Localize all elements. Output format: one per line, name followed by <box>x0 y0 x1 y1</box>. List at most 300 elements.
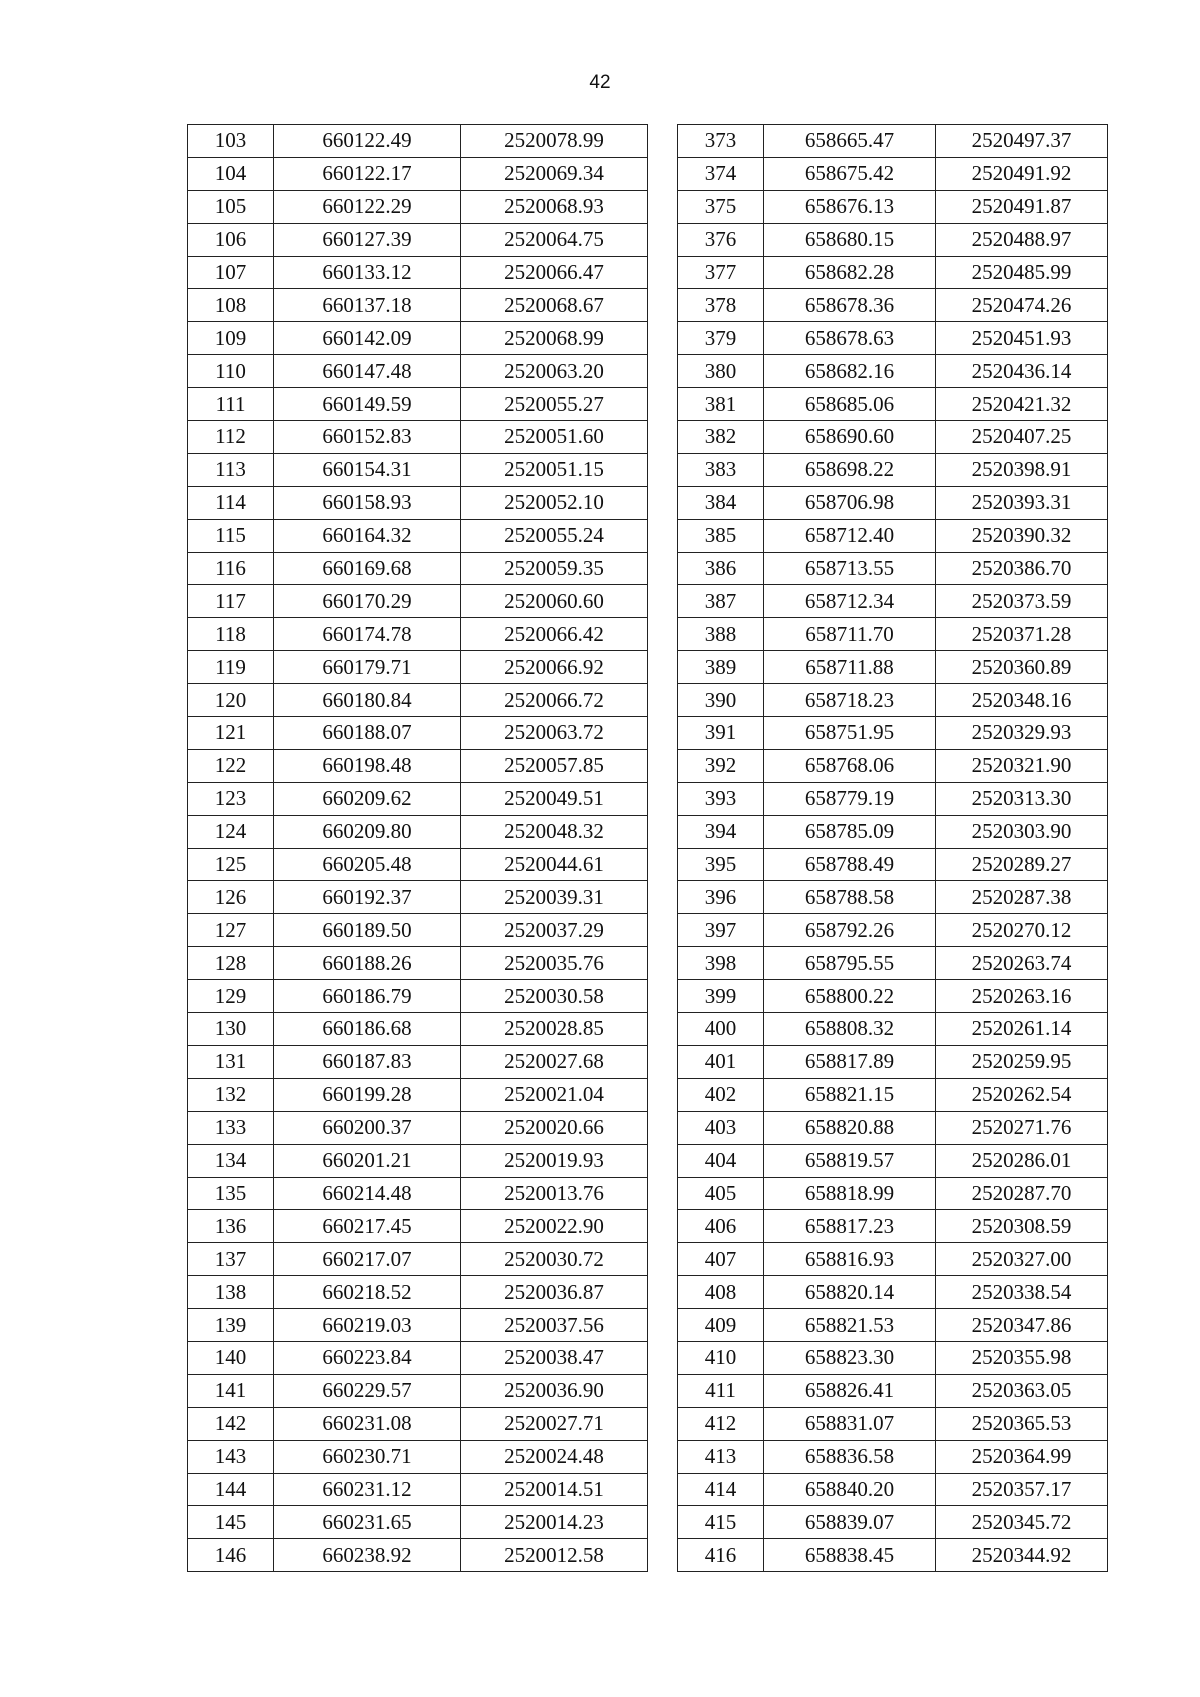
y-coordinate-cell: 2520021.04 <box>461 1078 648 1111</box>
table-row <box>188 914 648 947</box>
table-row <box>678 1243 1108 1276</box>
table-row <box>188 388 648 421</box>
point-number-cell: 116 <box>188 552 274 585</box>
y-coordinate-cell: 2520355.98 <box>936 1341 1108 1374</box>
table-row <box>678 1045 1108 1078</box>
y-coordinate-cell: 2520357.17 <box>936 1473 1108 1506</box>
x-coordinate-cell: 658817.23 <box>764 1210 936 1243</box>
x-coordinate-cell: 660188.07 <box>274 717 461 750</box>
y-coordinate-cell: 2520063.72 <box>461 717 648 750</box>
x-coordinate-cell: 660142.09 <box>274 322 461 355</box>
y-coordinate-cell: 2520345.72 <box>936 1506 1108 1539</box>
table-row <box>188 1341 648 1374</box>
point-number-cell: 111 <box>188 388 274 421</box>
x-coordinate-cell: 658820.14 <box>764 1276 936 1309</box>
y-coordinate-cell: 2520030.72 <box>461 1243 648 1276</box>
table-row <box>678 585 1108 618</box>
table-row <box>188 1210 648 1243</box>
x-coordinate-cell: 658826.41 <box>764 1374 936 1407</box>
point-number-cell: 390 <box>678 684 764 717</box>
point-number-cell: 105 <box>188 190 274 223</box>
y-coordinate-cell: 2520060.60 <box>461 585 648 618</box>
x-coordinate-cell: 660200.37 <box>274 1111 461 1144</box>
point-number-cell: 138 <box>188 1276 274 1309</box>
y-coordinate-cell: 2520398.91 <box>936 453 1108 486</box>
point-number-cell: 391 <box>678 717 764 750</box>
table-row <box>188 1539 648 1572</box>
y-coordinate-cell: 2520371.28 <box>936 618 1108 651</box>
table-row <box>188 256 648 289</box>
point-number-cell: 137 <box>188 1243 274 1276</box>
point-number-cell: 403 <box>678 1111 764 1144</box>
y-coordinate-cell: 2520078.99 <box>461 125 648 158</box>
table-row <box>678 651 1108 684</box>
x-coordinate-cell: 660231.65 <box>274 1506 461 1539</box>
x-coordinate-cell: 658690.60 <box>764 421 936 454</box>
point-number-cell: 123 <box>188 782 274 815</box>
x-coordinate-cell: 658795.55 <box>764 947 936 980</box>
table-row <box>188 223 648 256</box>
point-number-cell: 127 <box>188 914 274 947</box>
x-coordinate-cell: 658800.22 <box>764 980 936 1013</box>
point-number-cell: 135 <box>188 1177 274 1210</box>
table-row <box>678 1473 1108 1506</box>
x-coordinate-cell: 660198.48 <box>274 749 461 782</box>
table-row <box>188 486 648 519</box>
y-coordinate-cell: 2520049.51 <box>461 782 648 815</box>
point-number-cell: 386 <box>678 552 764 585</box>
point-number-cell: 404 <box>678 1144 764 1177</box>
y-coordinate-cell: 2520051.15 <box>461 453 648 486</box>
point-number-cell: 379 <box>678 322 764 355</box>
point-number-cell: 106 <box>188 223 274 256</box>
x-coordinate-cell: 660147.48 <box>274 355 461 388</box>
table-row <box>188 1013 648 1046</box>
y-coordinate-cell: 2520407.25 <box>936 421 1108 454</box>
x-coordinate-cell: 658817.89 <box>764 1045 936 1078</box>
x-coordinate-cell: 658665.47 <box>764 125 936 158</box>
point-number-cell: 381 <box>678 388 764 421</box>
y-coordinate-cell: 2520347.86 <box>936 1309 1108 1342</box>
x-coordinate-cell: 658711.70 <box>764 618 936 651</box>
y-coordinate-cell: 2520039.31 <box>461 881 648 914</box>
x-coordinate-cell: 658718.23 <box>764 684 936 717</box>
y-coordinate-cell: 2520287.38 <box>936 881 1108 914</box>
y-coordinate-cell: 2520474.26 <box>936 289 1108 322</box>
x-coordinate-cell: 660137.18 <box>274 289 461 322</box>
x-coordinate-cell: 660229.57 <box>274 1374 461 1407</box>
y-coordinate-cell: 2520068.67 <box>461 289 648 322</box>
point-number-cell: 397 <box>678 914 764 947</box>
y-coordinate-cell: 2520488.97 <box>936 223 1108 256</box>
point-number-cell: 146 <box>188 1539 274 1572</box>
table-row <box>188 1473 648 1506</box>
x-coordinate-cell: 658838.45 <box>764 1539 936 1572</box>
table-row <box>678 1341 1108 1374</box>
point-number-cell: 130 <box>188 1013 274 1046</box>
point-number-cell: 124 <box>188 815 274 848</box>
point-number-cell: 143 <box>188 1440 274 1473</box>
y-coordinate-cell: 2520286.01 <box>936 1144 1108 1177</box>
point-number-cell: 133 <box>188 1111 274 1144</box>
x-coordinate-cell: 660127.39 <box>274 223 461 256</box>
point-number-cell: 395 <box>678 848 764 881</box>
table-row <box>188 1309 648 1342</box>
y-coordinate-cell: 2520373.59 <box>936 585 1108 618</box>
y-coordinate-cell: 2520329.93 <box>936 717 1108 750</box>
y-coordinate-cell: 2520497.37 <box>936 125 1108 158</box>
x-coordinate-cell: 658678.36 <box>764 289 936 322</box>
x-coordinate-cell: 658698.22 <box>764 453 936 486</box>
point-number-cell: 398 <box>678 947 764 980</box>
table-row <box>678 157 1108 190</box>
x-coordinate-cell: 660192.37 <box>274 881 461 914</box>
point-number-cell: 140 <box>188 1341 274 1374</box>
y-coordinate-cell: 2520313.30 <box>936 782 1108 815</box>
x-coordinate-cell: 660186.79 <box>274 980 461 1013</box>
y-coordinate-cell: 2520270.12 <box>936 914 1108 947</box>
table-row <box>678 980 1108 1013</box>
x-coordinate-cell: 660149.59 <box>274 388 461 421</box>
x-coordinate-cell: 658676.13 <box>764 190 936 223</box>
table-row <box>678 749 1108 782</box>
y-coordinate-cell: 2520491.87 <box>936 190 1108 223</box>
point-number-cell: 375 <box>678 190 764 223</box>
table-row <box>188 552 648 585</box>
point-number-cell: 389 <box>678 651 764 684</box>
table-row <box>678 1276 1108 1309</box>
y-coordinate-cell: 2520066.92 <box>461 651 648 684</box>
point-number-cell: 144 <box>188 1473 274 1506</box>
table-row <box>678 552 1108 585</box>
x-coordinate-cell: 658839.07 <box>764 1506 936 1539</box>
x-coordinate-cell: 660122.29 <box>274 190 461 223</box>
x-coordinate-cell: 660174.78 <box>274 618 461 651</box>
point-number-cell: 126 <box>188 881 274 914</box>
point-number-cell: 145 <box>188 1506 274 1539</box>
y-coordinate-cell: 2520364.99 <box>936 1440 1108 1473</box>
x-coordinate-cell: 660189.50 <box>274 914 461 947</box>
point-number-cell: 109 <box>188 322 274 355</box>
x-coordinate-cell: 658712.40 <box>764 519 936 552</box>
table-row <box>188 1243 648 1276</box>
point-number-cell: 415 <box>678 1506 764 1539</box>
table-row <box>678 486 1108 519</box>
y-coordinate-cell: 2520451.93 <box>936 322 1108 355</box>
point-number-cell: 399 <box>678 980 764 1013</box>
y-coordinate-cell: 2520287.70 <box>936 1177 1108 1210</box>
y-coordinate-cell: 2520393.31 <box>936 486 1108 519</box>
y-coordinate-cell: 2520020.66 <box>461 1111 648 1144</box>
y-coordinate-cell: 2520051.60 <box>461 421 648 454</box>
table-row <box>188 749 648 782</box>
x-coordinate-cell: 658713.55 <box>764 552 936 585</box>
table-row <box>188 651 648 684</box>
table-row <box>678 947 1108 980</box>
table-row <box>188 1276 648 1309</box>
y-coordinate-cell: 2520386.70 <box>936 552 1108 585</box>
point-number-cell: 128 <box>188 947 274 980</box>
table-row <box>678 1309 1108 1342</box>
y-coordinate-cell: 2520259.95 <box>936 1045 1108 1078</box>
y-coordinate-cell: 2520063.20 <box>461 355 648 388</box>
point-number-cell: 380 <box>678 355 764 388</box>
y-coordinate-cell: 2520066.47 <box>461 256 648 289</box>
table-row <box>678 782 1108 815</box>
table-row <box>678 125 1108 158</box>
table-row <box>678 256 1108 289</box>
point-number-cell: 115 <box>188 519 274 552</box>
y-coordinate-cell: 2520068.99 <box>461 322 648 355</box>
point-number-cell: 406 <box>678 1210 764 1243</box>
y-coordinate-cell: 2520363.05 <box>936 1374 1108 1407</box>
y-coordinate-cell: 2520421.32 <box>936 388 1108 421</box>
table-row <box>188 1440 648 1473</box>
y-coordinate-cell: 2520014.51 <box>461 1473 648 1506</box>
point-number-cell: 393 <box>678 782 764 815</box>
table-row <box>678 1177 1108 1210</box>
table-row <box>188 1177 648 1210</box>
y-coordinate-cell: 2520262.54 <box>936 1078 1108 1111</box>
x-coordinate-cell: 658788.49 <box>764 848 936 881</box>
point-number-cell: 413 <box>678 1440 764 1473</box>
x-coordinate-cell: 658831.07 <box>764 1407 936 1440</box>
x-coordinate-cell: 660205.48 <box>274 848 461 881</box>
point-number-cell: 412 <box>678 1407 764 1440</box>
table-row <box>188 881 648 914</box>
table-row <box>188 947 648 980</box>
y-coordinate-cell: 2520035.76 <box>461 947 648 980</box>
table-row <box>188 157 648 190</box>
x-coordinate-cell: 660158.93 <box>274 486 461 519</box>
y-coordinate-cell: 2520064.75 <box>461 223 648 256</box>
point-number-cell: 400 <box>678 1013 764 1046</box>
y-coordinate-cell: 2520485.99 <box>936 256 1108 289</box>
table-row <box>188 1407 648 1440</box>
point-number-cell: 384 <box>678 486 764 519</box>
y-coordinate-cell: 2520059.35 <box>461 552 648 585</box>
y-coordinate-cell: 2520028.85 <box>461 1013 648 1046</box>
point-number-cell: 383 <box>678 453 764 486</box>
y-coordinate-cell: 2520036.90 <box>461 1374 648 1407</box>
x-coordinate-cell: 658711.88 <box>764 651 936 684</box>
y-coordinate-cell: 2520261.14 <box>936 1013 1108 1046</box>
point-number-cell: 103 <box>188 125 274 158</box>
point-number-cell: 408 <box>678 1276 764 1309</box>
x-coordinate-cell: 658823.30 <box>764 1341 936 1374</box>
table-row <box>188 618 648 651</box>
x-coordinate-cell: 658678.63 <box>764 322 936 355</box>
point-number-cell: 114 <box>188 486 274 519</box>
point-number-cell: 134 <box>188 1144 274 1177</box>
point-number-cell: 407 <box>678 1243 764 1276</box>
x-coordinate-cell: 658792.26 <box>764 914 936 947</box>
y-coordinate-cell: 2520055.27 <box>461 388 648 421</box>
y-coordinate-cell: 2520068.93 <box>461 190 648 223</box>
y-coordinate-cell: 2520030.58 <box>461 980 648 1013</box>
x-coordinate-cell: 660187.83 <box>274 1045 461 1078</box>
point-number-cell: 139 <box>188 1309 274 1342</box>
table-row <box>678 1144 1108 1177</box>
x-coordinate-cell: 658779.19 <box>764 782 936 815</box>
table-row <box>678 453 1108 486</box>
point-number-cell: 405 <box>678 1177 764 1210</box>
x-coordinate-cell: 660238.92 <box>274 1539 461 1572</box>
point-number-cell: 108 <box>188 289 274 322</box>
point-number-cell: 416 <box>678 1539 764 1572</box>
point-number-cell: 401 <box>678 1045 764 1078</box>
y-coordinate-cell: 2520027.71 <box>461 1407 648 1440</box>
table-row <box>188 1078 648 1111</box>
point-number-cell: 373 <box>678 125 764 158</box>
point-number-cell: 141 <box>188 1374 274 1407</box>
x-coordinate-cell: 658768.06 <box>764 749 936 782</box>
x-coordinate-cell: 660164.32 <box>274 519 461 552</box>
x-coordinate-cell: 660217.45 <box>274 1210 461 1243</box>
x-coordinate-cell: 658836.58 <box>764 1440 936 1473</box>
point-number-cell: 129 <box>188 980 274 1013</box>
table-row <box>188 322 648 355</box>
point-number-cell: 119 <box>188 651 274 684</box>
x-coordinate-cell: 660218.52 <box>274 1276 461 1309</box>
x-coordinate-cell: 658785.09 <box>764 815 936 848</box>
table-row <box>678 914 1108 947</box>
point-number-cell: 378 <box>678 289 764 322</box>
y-coordinate-cell: 2520019.93 <box>461 1144 648 1177</box>
x-coordinate-cell: 658788.58 <box>764 881 936 914</box>
y-coordinate-cell: 2520022.90 <box>461 1210 648 1243</box>
table-row <box>188 190 648 223</box>
y-coordinate-cell: 2520044.61 <box>461 848 648 881</box>
point-number-cell: 410 <box>678 1341 764 1374</box>
y-coordinate-cell: 2520012.58 <box>461 1539 648 1572</box>
table-row <box>188 1045 648 1078</box>
point-number-cell: 110 <box>188 355 274 388</box>
point-number-cell: 112 <box>188 421 274 454</box>
table-row <box>188 1374 648 1407</box>
y-coordinate-cell: 2520390.32 <box>936 519 1108 552</box>
x-coordinate-cell: 660169.68 <box>274 552 461 585</box>
page-number: 42 <box>589 72 611 93</box>
y-coordinate-cell: 2520348.16 <box>936 684 1108 717</box>
x-coordinate-cell: 658712.34 <box>764 585 936 618</box>
y-coordinate-cell: 2520057.85 <box>461 749 648 782</box>
x-coordinate-cell: 660170.29 <box>274 585 461 618</box>
x-coordinate-cell: 660230.71 <box>274 1440 461 1473</box>
y-coordinate-cell: 2520055.24 <box>461 519 648 552</box>
point-number-cell: 396 <box>678 881 764 914</box>
x-coordinate-cell: 660217.07 <box>274 1243 461 1276</box>
y-coordinate-cell: 2520491.92 <box>936 157 1108 190</box>
x-coordinate-cell: 660199.28 <box>274 1078 461 1111</box>
table-row <box>678 1440 1108 1473</box>
point-number-cell: 402 <box>678 1078 764 1111</box>
y-coordinate-cell: 2520289.27 <box>936 848 1108 881</box>
table-row <box>678 519 1108 552</box>
table-row <box>188 519 648 552</box>
x-coordinate-cell: 660201.21 <box>274 1144 461 1177</box>
table-row <box>678 289 1108 322</box>
y-coordinate-cell: 2520263.74 <box>936 947 1108 980</box>
table-row <box>188 848 648 881</box>
x-coordinate-cell: 660188.26 <box>274 947 461 980</box>
table-row <box>678 684 1108 717</box>
x-coordinate-cell: 658818.99 <box>764 1177 936 1210</box>
y-coordinate-cell: 2520013.76 <box>461 1177 648 1210</box>
x-coordinate-cell: 660186.68 <box>274 1013 461 1046</box>
point-number-cell: 136 <box>188 1210 274 1243</box>
y-coordinate-cell: 2520069.34 <box>461 157 648 190</box>
x-coordinate-cell: 658675.42 <box>764 157 936 190</box>
coordinate-table-left <box>187 124 648 1572</box>
table-row <box>678 355 1108 388</box>
table-row <box>678 815 1108 848</box>
x-coordinate-cell: 658819.57 <box>764 1144 936 1177</box>
x-coordinate-cell: 660122.17 <box>274 157 461 190</box>
x-coordinate-cell: 660133.12 <box>274 256 461 289</box>
x-coordinate-cell: 660179.71 <box>274 651 461 684</box>
point-number-cell: 414 <box>678 1473 764 1506</box>
table-row <box>188 1111 648 1144</box>
y-coordinate-cell: 2520036.87 <box>461 1276 648 1309</box>
y-coordinate-cell: 2520303.90 <box>936 815 1108 848</box>
x-coordinate-cell: 658820.88 <box>764 1111 936 1144</box>
point-number-cell: 120 <box>188 684 274 717</box>
point-number-cell: 392 <box>678 749 764 782</box>
table-row <box>678 1210 1108 1243</box>
point-number-cell: 142 <box>188 1407 274 1440</box>
y-coordinate-cell: 2520308.59 <box>936 1210 1108 1243</box>
y-coordinate-cell: 2520027.68 <box>461 1045 648 1078</box>
y-coordinate-cell: 2520365.53 <box>936 1407 1108 1440</box>
point-number-cell: 377 <box>678 256 764 289</box>
y-coordinate-cell: 2520327.00 <box>936 1243 1108 1276</box>
x-coordinate-cell: 660154.31 <box>274 453 461 486</box>
point-number-cell: 387 <box>678 585 764 618</box>
point-number-cell: 376 <box>678 223 764 256</box>
point-number-cell: 394 <box>678 815 764 848</box>
table-row <box>188 289 648 322</box>
point-number-cell: 409 <box>678 1309 764 1342</box>
table-row <box>188 355 648 388</box>
y-coordinate-cell: 2520038.47 <box>461 1341 648 1374</box>
x-coordinate-cell: 658816.93 <box>764 1243 936 1276</box>
point-number-cell: 132 <box>188 1078 274 1111</box>
table-row <box>678 1374 1108 1407</box>
table-row <box>678 1539 1108 1572</box>
y-coordinate-cell: 2520037.56 <box>461 1309 648 1342</box>
point-number-cell: 121 <box>188 717 274 750</box>
y-coordinate-cell: 2520344.92 <box>936 1539 1108 1572</box>
table-row <box>678 421 1108 454</box>
x-coordinate-cell: 658682.16 <box>764 355 936 388</box>
x-coordinate-cell: 658706.98 <box>764 486 936 519</box>
table-row <box>678 223 1108 256</box>
table-row <box>678 848 1108 881</box>
table-row <box>678 618 1108 651</box>
x-coordinate-cell: 660209.62 <box>274 782 461 815</box>
point-number-cell: 411 <box>678 1374 764 1407</box>
x-coordinate-cell: 658680.15 <box>764 223 936 256</box>
x-coordinate-cell: 660209.80 <box>274 815 461 848</box>
x-coordinate-cell: 658685.06 <box>764 388 936 421</box>
y-coordinate-cell: 2520048.32 <box>461 815 648 848</box>
table-row <box>188 815 648 848</box>
point-number-cell: 388 <box>678 618 764 651</box>
y-coordinate-cell: 2520360.89 <box>936 651 1108 684</box>
table-row <box>678 881 1108 914</box>
point-number-cell: 382 <box>678 421 764 454</box>
